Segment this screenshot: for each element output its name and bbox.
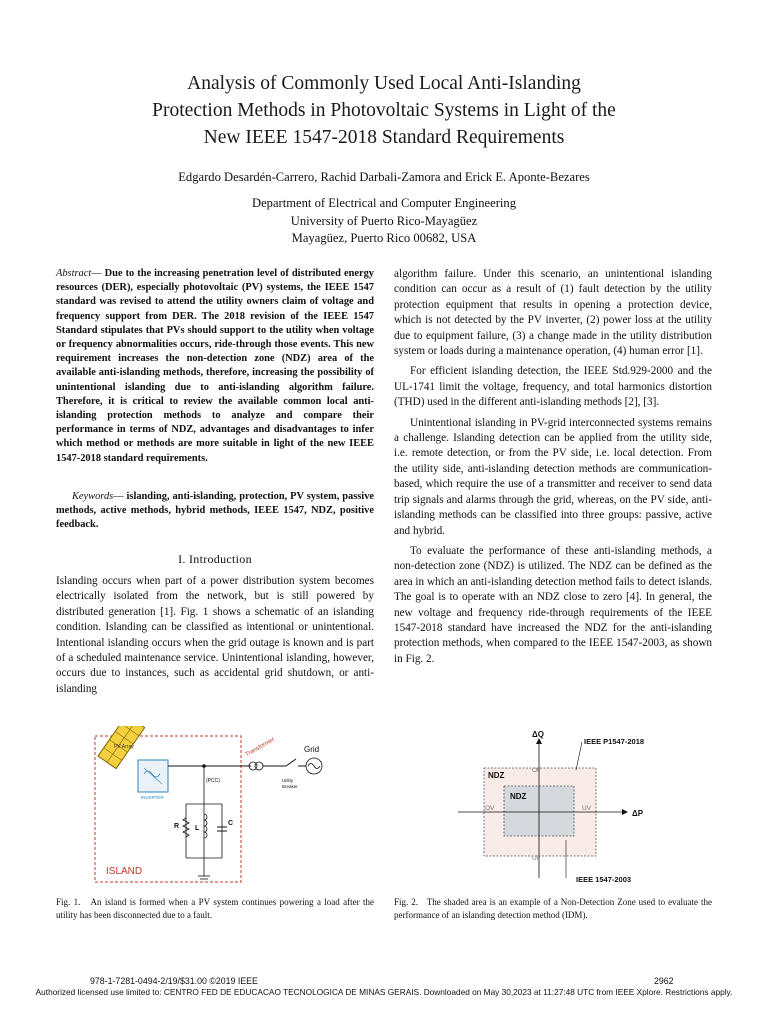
footer-isbn: 978-1-7281-0494-2/19/$31.00 ©2019 IEEE [90,976,258,986]
grid-label: Grid [304,745,320,754]
paper-title [60,70,708,151]
author-list: Edgardo Desardén-Carrero, Rachid Darbali-Zamora and Erick E. Aponte-Bezares [178,170,590,184]
fig1-caption-text: An island is formed when a PV system continues powering a load after the utility has been disconnected due to a fault. [56,897,375,920]
fig1-caption-label: Fig. 1. [56,897,81,907]
inverter-label: INVERTER [141,795,164,800]
fig2-caption-text: The shaded area is an example of a Non-Detection Zone used to evaluate the performance of an islanding detection method (IDM). [394,897,712,920]
abstract-label: Abstract [56,268,92,279]
ieee-2018-pointer [576,742,582,770]
paragraph-r3: Unintentional islanding in PV-grid interconnected systems remains a challenge. Islanding detection can be applied from the utility side, i.e. remote detection, or from the PV side, i.e. local detection. From the utility side, anti-islanding detection methods are communication-based, which require the use of a transmitter and receiver to send data trip signals and alarms through the grid, whereas, on the PV side, anti-islanding methods can be classified into three groups: passive, active and hybrid. [394,416,712,537]
right-column-text [394,267,712,667]
dp-label: ΔP [632,809,644,818]
inductor-label: L [195,825,200,832]
ndz-outer-label: NDZ [488,771,505,780]
abstract-dash: — [91,268,105,279]
footer-page-number: 2962 [654,976,674,986]
transformer-label: Transformer [244,736,276,759]
resistor-label: R [174,823,180,830]
abstract-text: Due to the increasing penetration level of distributed energy resources (DER), especially photovoltaic (PV) systems, the IEEE 1547 standard was revised to attend the utility owners claim of voltage and frequency support from DER. The 2018 revision of the IEEE 1547 Standard stipulates that PVs should support to the utility when voltage or frequency abnormalities occurs, ride-through those events. This new requirement increases the non-detection zone (NDZ) area of the available anti-islanding methods, therefore, increasing the possibility of unintentional islanding due to anti-islanding algorithm failure. Therefore, it is critical to review the available common local anti-islanding protection methods to analyze and compare their performance in terms of NDZ, advantages and disadvantages to infer which method or methods are more suitable in light of the new IEEE 1547-2018 standard requirements. [56,268,374,464]
ieee-2003-label: IEEE 1547-2003 [576,875,632,884]
figure-2-caption [394,896,712,921]
keywords-dash: — [113,491,127,502]
affiliation-address: Mayagüez, Puerto Rico 00682, USA [291,231,477,245]
capacitor-label: C [228,820,234,827]
of-label: OF [532,767,542,774]
title-line-3: New IEEE 1547-2018 Standard Requirements [203,127,565,148]
paragraph-intro: Islanding occurs when part of a power distribution system becomes electrically isolated from the network, but is still powered by distributed generation [1]. Fig. 1 shows a schematic of an islanding condition. Islanding can be classified as intentional or unintentional. Intentional islanding occurs when the grid outage is known and is part of a scheduled maintenance service. Unintentional islanding, however, occurs due to instances, such as accidental grid shutdown, or anti-islanding [56,575,374,695]
pv-array-label: PV Array [114,744,134,750]
title-line-1: Analysis of Commonly Used Local Anti-Islanding [187,73,581,94]
figure-1-caption [56,896,374,921]
transformer-icon [249,762,263,770]
pcc-label: (PCC) [206,778,220,784]
uv-label: UV [582,805,592,812]
paragraph-r2: For efficient islanding detection, the IEEE Std.929-2000 and the UL-1741 limit the voltage, frequency, and total harmonics distortion (THD) used in the different anti-islanding methods [2], [3]. [394,365,712,409]
ndz-inner-label: NDZ [510,792,527,801]
section-heading-introduction: I. Introduction [178,552,252,566]
ov-label: OV [485,805,495,812]
ieee-2018-label: IEEE P1547-2018 [584,737,645,746]
inductor-icon [204,814,207,838]
affiliation-university: University of Puerto Rico-Mayagüez [290,213,478,228]
paragraph-r1: algorithm failure. Under this scenario, an unintentional islanding condition can occur as a result of (1) fault detection by the utility protection equipment that results in opening a protection device, which is not detected by the PV inverter, (2) power loss at the utility due to equipment failure, (3) a change made in the utility distribution system or loads during a maintenance operation, (4) human error [1]. [394,268,712,358]
utility-breaker-label-1: Utility [282,778,293,783]
dq-label: ΔQ [532,730,544,739]
affiliation [60,195,708,248]
footer-authorized-use: Authorized licensed use limited to: CENTRO FED DE EDUCACAO TECNOLOGICA DE MINAS GERAIS. Downloaded on May 30,2023 at 11:27:48 UTC from IEEE Xplore. Restrictions apply. [35,987,733,997]
intro-paragraph [56,574,374,697]
keywords [56,490,374,533]
figure-2-ndz-diagram [448,728,708,888]
paragraph-r4: To evaluate the performance of these anti-islanding methods, a non-detection zone (NDZ) is utilized. The NDZ can be defined as the area in which an anti-islanding detection method fails to detect islands. The goal is to operate with an NDZ close to zero [4]. In general, the new voltage and frequency ride-through requirements of the IEEE 1547-2018 standard have increased the NDZ for the anti-islanding protection methods, when compared to the IEEE 1547-2003, as shown in Fig. 2. [394,544,712,665]
island-label: ISLAND [106,866,143,877]
utility-breaker-label-2: Breaker [282,784,298,789]
abstract [56,267,374,466]
title-line-2: Protection Methods in Photovoltaic Systems in Light of the [152,100,616,121]
keywords-label: Keywords [72,491,114,502]
utility-breaker-icon [286,759,296,766]
uf-label: UF [532,855,541,862]
figure-1-islanding-schematic [86,726,364,886]
keywords-text: islanding, anti-islanding, protection, PV system, passive methods, active methods, hybrid methods, IEEE 1547, NDZ, positive feedback. [56,491,374,531]
affiliation-department: Department of Electrical and Computer Engineering [251,196,517,210]
fig2-caption-label: Fig. 2. [394,897,418,907]
